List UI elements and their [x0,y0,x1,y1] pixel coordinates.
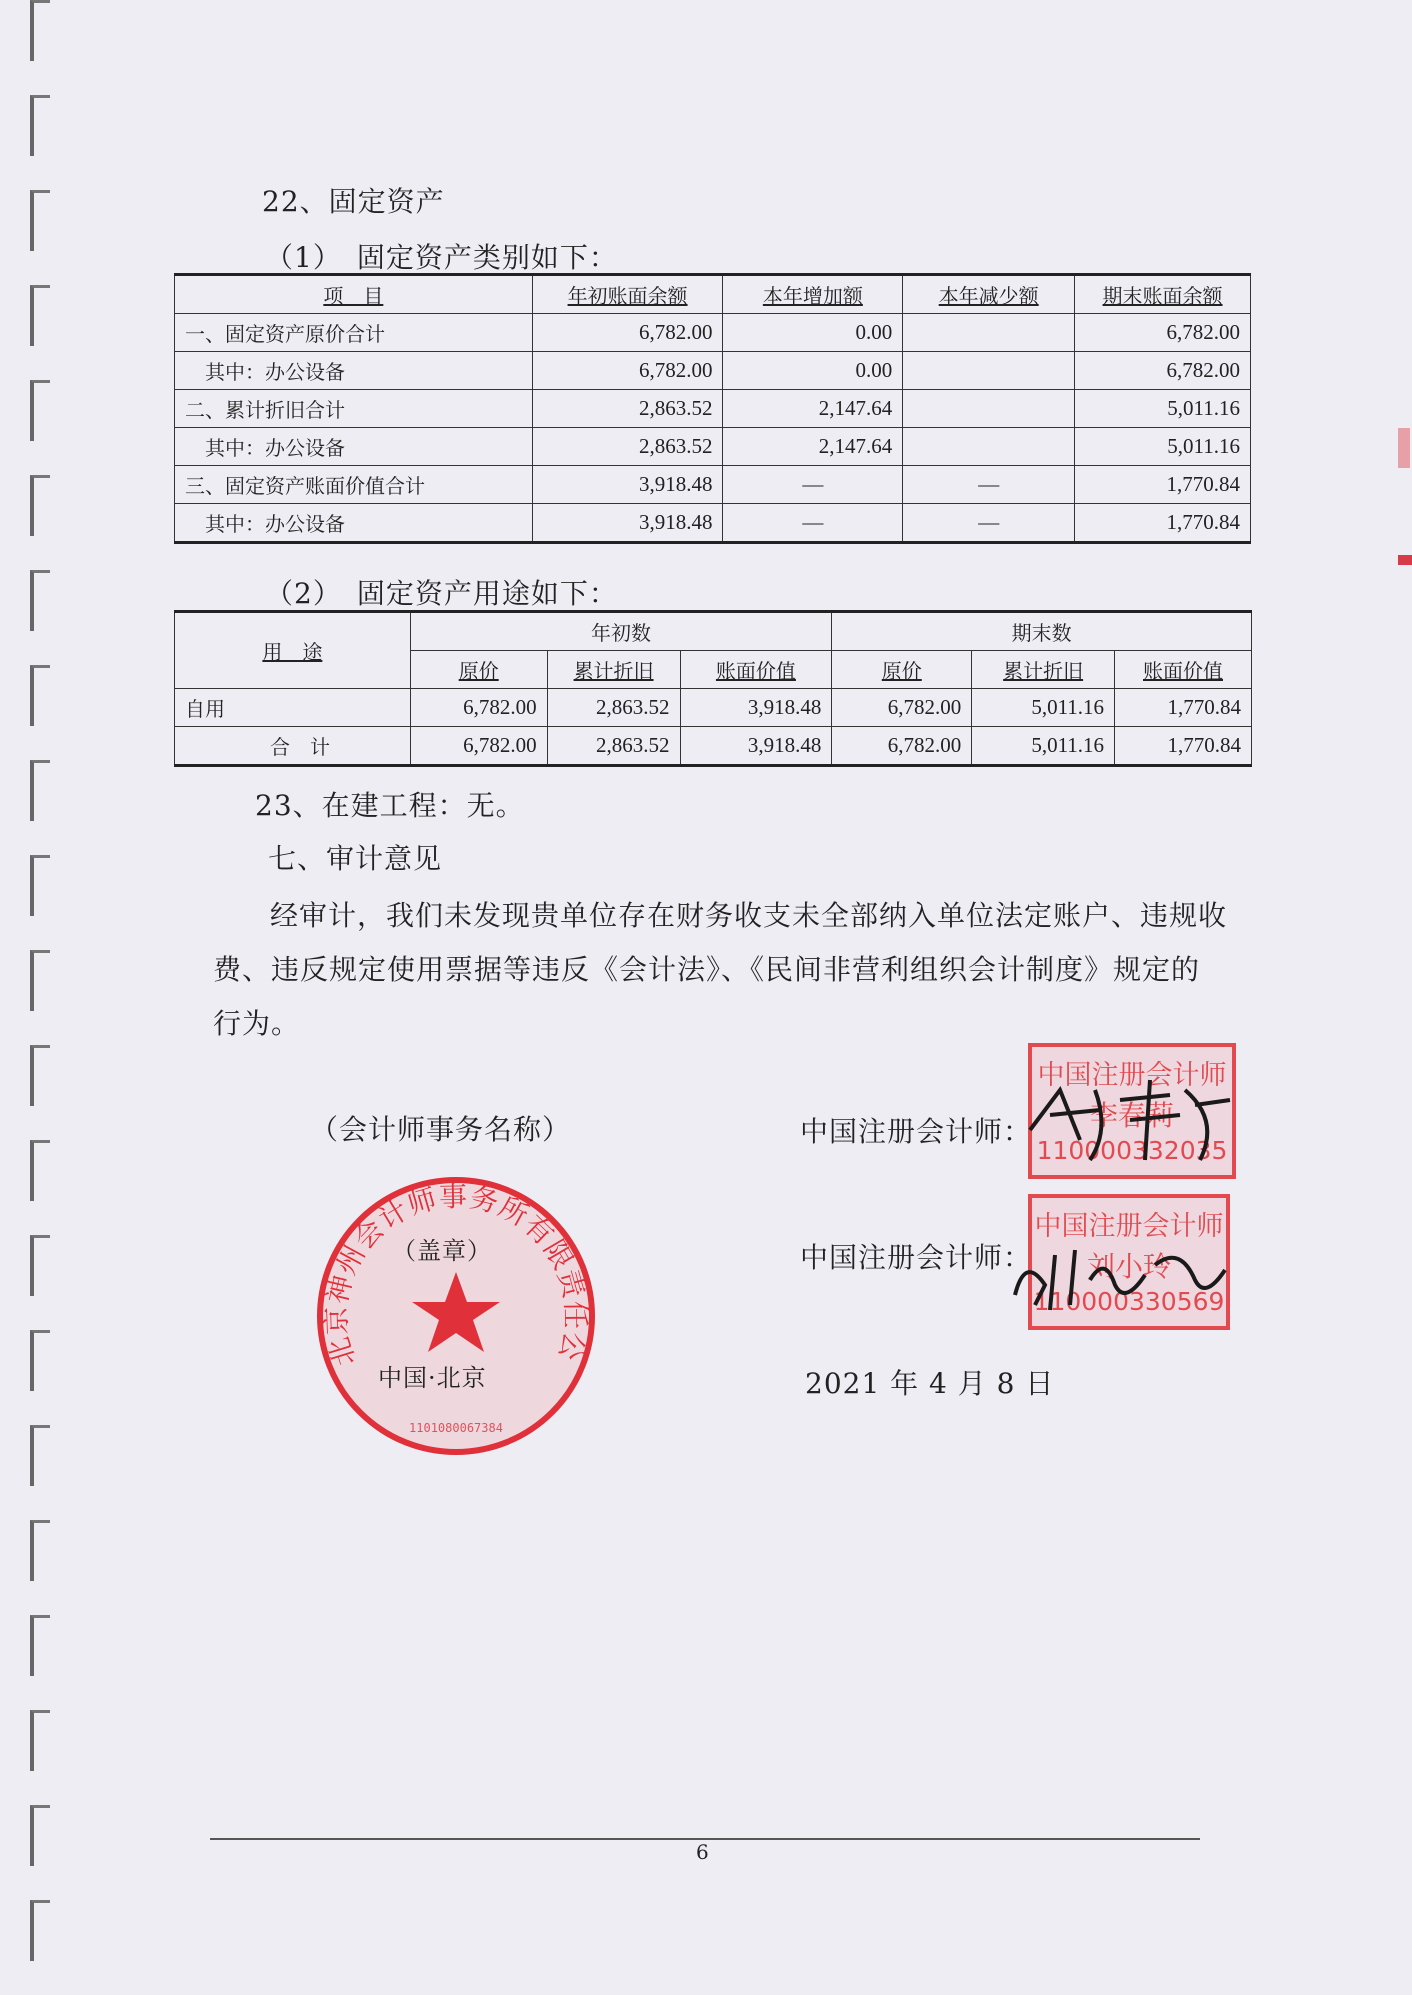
column-header: 累计折旧 [972,651,1115,689]
svg-text:北京神州会计师事务所有限责任公司: 北京神州会计师事务所有限责任公 [319,1179,593,1371]
column-header: 账面价值 [1115,651,1252,689]
binder-hole [30,1805,50,1866]
binder-hole [30,855,50,916]
cell-value: 6,782.00 [532,314,723,352]
signature-1 [1020,1070,1240,1170]
binder-hole [30,665,50,726]
edge-mark [1398,428,1410,468]
cpa-label-1: 中国注册会计师： [800,1115,1033,1148]
cell-value: 2,863.52 [547,727,680,766]
cpa-stamp-number: 110000332035 [1036,1136,1228,1165]
section-22-heading: 22、固定资产 [262,185,445,218]
subsection-1-heading: （1） 固定资产类别如下： [265,241,618,274]
firm-seal [312,1172,600,1460]
row-label: 一、固定资产原价合计 [175,314,533,352]
cell-value: 3,918.48 [680,689,832,727]
column-header: 本年增加额 [723,275,903,314]
cell-value: 5,011.16 [972,727,1115,766]
firm-name-label: （会计师事务名称） [310,1113,572,1146]
seal-stamp-word: （盖章） [392,1237,492,1265]
cell-value: 0.00 [723,352,903,390]
cell-value: 6,782.00 [1075,352,1251,390]
cell-value: 2,147.64 [723,428,903,466]
binder-hole [30,475,50,536]
binder-hole [30,1425,50,1486]
table-row [175,390,1251,428]
column-header: 累计折旧 [547,651,680,689]
column-header: 期末账面余额 [1075,275,1251,314]
section-7-heading: 七、审计意见 [268,842,443,875]
cell-value: 3,918.48 [532,466,723,504]
binder-hole [30,1140,50,1201]
cpa-stamp-name: 李春莉 [1089,1099,1174,1132]
fixed-asset-category-table [174,273,1251,544]
table-header-row [175,275,1251,314]
column-header: 原价 [410,651,547,689]
seal-graphic [312,1172,600,1460]
binder-hole [30,1710,50,1771]
cell-value: 5,011.16 [972,689,1115,727]
section-23-heading: 23、在建工程：无。 [255,789,525,822]
cell-value [903,390,1075,428]
cell-value: — [723,466,903,504]
cell-value: 2,147.64 [723,390,903,428]
binder-hole [30,285,50,346]
column-header: 本年减少额 [903,275,1075,314]
row-label: 其中：办公设备 [175,504,533,543]
binder-hole [30,380,50,441]
table-row [175,352,1251,390]
table-row [175,504,1251,543]
cell-value: 6,782.00 [832,727,972,766]
cell-value: 6,782.00 [1075,314,1251,352]
row-label: 合 计 [175,727,411,766]
binder-hole [30,760,50,821]
cpa-stamp-title: 中国注册会计师 [1037,1060,1227,1091]
cell-value: 5,011.16 [1075,428,1251,466]
table-row [175,314,1251,352]
cell-value: — [903,466,1075,504]
binder-hole [30,0,50,61]
cell-value: 1,770.84 [1075,466,1251,504]
binder-hole [30,1235,50,1296]
cell-value: — [723,504,903,543]
cell-value: — [903,504,1075,543]
column-header: 原价 [832,651,972,689]
column-header: 年初账面余额 [532,275,723,314]
binder-hole [30,1900,50,1961]
cell-value: 2,863.52 [547,689,680,727]
cell-value [903,352,1075,390]
cell-value: 2,863.52 [532,428,723,466]
opinion-line-3: 行为。 [213,1007,301,1040]
cpa-stamp-title: 中国注册会计师 [1034,1211,1224,1242]
cell-value: 6,782.00 [532,352,723,390]
binder-hole [30,95,50,156]
edge-mark [1398,555,1412,565]
column-header: 项 目 [175,275,533,314]
table-header-row [175,612,1252,651]
row-label: 二、累计折旧合计 [175,390,533,428]
opinion-line-1: 经审计，我们未发现贵单位存在财务收支未全部纳入单位法定账户、违规收 [270,899,1228,932]
cell-value: 5,011.16 [1075,390,1251,428]
column-header: 账面价值 [680,651,832,689]
binder-hole [30,1330,50,1391]
svg-text:1101080067384: 1101080067384 [409,1421,503,1435]
cell-value: 6,782.00 [410,689,547,727]
cell-value: 2,863.52 [532,390,723,428]
cell-value: 1,770.84 [1115,727,1252,766]
column-header-use: 用 途 [175,612,411,689]
cpa-label-2: 中国注册会计师： [800,1241,1033,1274]
row-label: 其中：办公设备 [175,428,533,466]
report-date: 2021 年 4 月 8 日 [805,1367,1055,1400]
group-header-start: 年初数 [410,612,832,651]
table-row [175,466,1251,504]
row-label: 自用 [175,689,411,727]
opinion-line-2: 费、违反规定使用票据等违反《会计法》、《民间非营利组织会计制度》规定的 [213,953,1201,986]
binder-hole [30,1520,50,1581]
cpa-stamp-number: 110000330569 [1033,1287,1225,1316]
cell-value: 6,782.00 [410,727,547,766]
binder-hole [30,570,50,631]
signature-2 [1005,1225,1235,1315]
table-row [175,727,1252,766]
page-number: 6 [696,1840,710,1864]
binder-hole [30,1615,50,1676]
binder-hole [30,1045,50,1106]
row-label: 其中：办公设备 [175,352,533,390]
binder-hole [30,190,50,251]
cell-value [903,314,1075,352]
cell-value: 1,770.84 [1075,504,1251,543]
cell-value: 1,770.84 [1115,689,1252,727]
subsection-2-heading: （2） 固定资产用途如下： [265,577,618,610]
group-header-end: 期末数 [832,612,1252,651]
binder-hole [30,950,50,1011]
table-row [175,689,1252,727]
cell-value: 0.00 [723,314,903,352]
cell-value [903,428,1075,466]
cpa-stamp-name: 刘小玲 [1086,1250,1171,1283]
cell-value: 6,782.00 [832,689,972,727]
cell-value: 3,918.48 [532,504,723,543]
cell-value: 3,918.48 [680,727,832,766]
fixed-asset-usage-table [174,610,1252,767]
table-row [175,428,1251,466]
row-label: 三、固定资产账面价值合计 [175,466,533,504]
seal-place: 中国·北京 [378,1364,487,1392]
